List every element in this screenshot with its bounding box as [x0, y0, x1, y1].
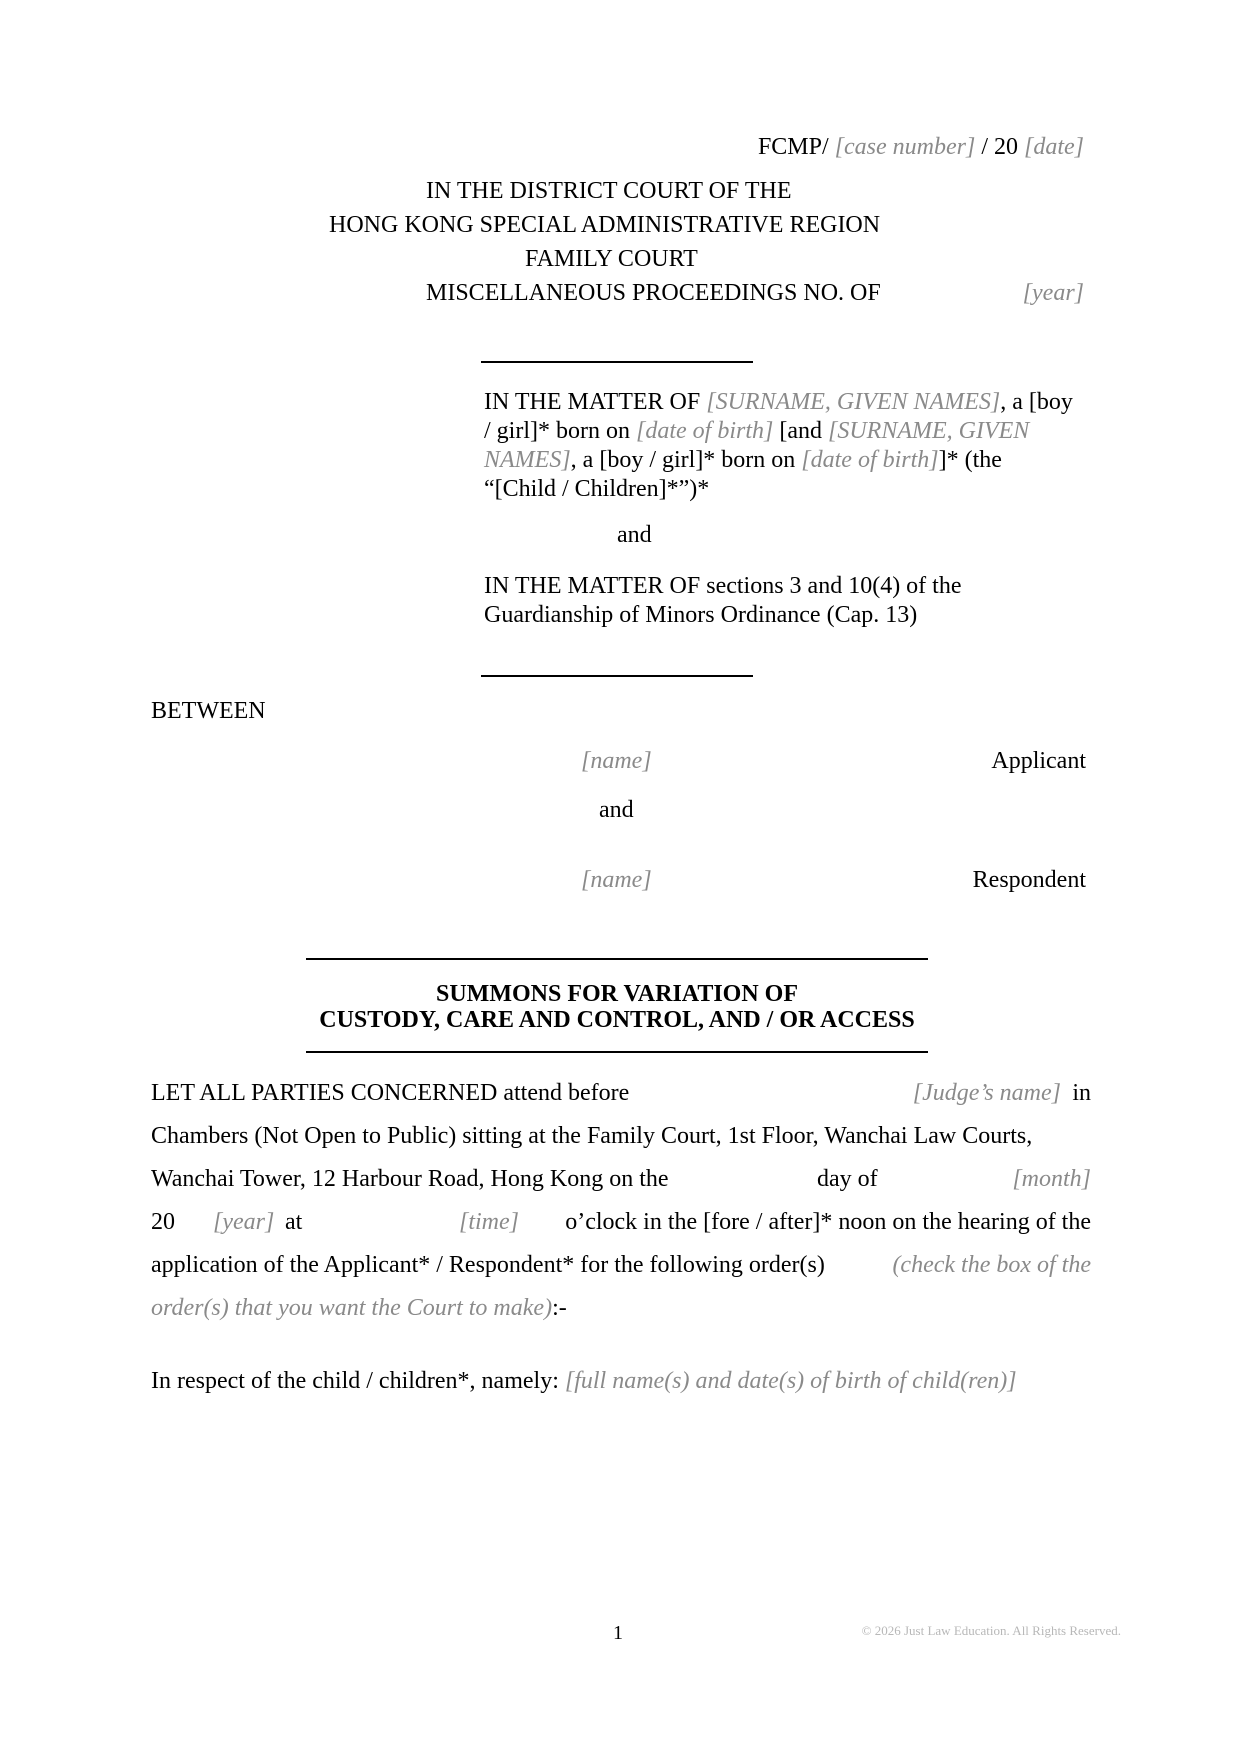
respondent-name-placeholder[interactable]: [name] — [581, 867, 652, 893]
body-text: LET ALL PARTIES CONCERNED attend before — [151, 1080, 630, 1106]
body-text: application of the Applicant* / Respondent* for the following order(s) — [151, 1252, 825, 1278]
year-placeholder[interactable]: [year] — [213, 1209, 275, 1235]
court-line-1: IN THE DISTRICT COURT OF THE — [426, 178, 792, 204]
children-details-placeholder[interactable]: [full name(s) and date(s) of birth of child(ren)] — [564, 1368, 1017, 1394]
court-line-3: FAMILY COURT — [525, 246, 698, 272]
body-line-6-text — [151, 1295, 567, 1322]
title-rule-bottom — [306, 1051, 928, 1053]
child-dob-placeholder-2[interactable]: [date of birth] — [801, 447, 939, 473]
matter-text: , a [boy / girl]* born on — [570, 447, 802, 473]
case-prefix: FCMP/ — [757, 134, 829, 160]
document-title — [306, 981, 928, 1033]
child-name-placeholder[interactable]: [SURNAME, GIVEN NAMES] — [706, 389, 1001, 415]
child-dob-placeholder[interactable]: [date of birth] — [635, 418, 774, 444]
matter-text: , a [boy / girl]* born on — [484, 389, 1073, 444]
court-line-4: MISCELLANEOUS PROCEEDINGS NO. OF — [426, 280, 881, 306]
instruction-text: order(s) that you want the Court to make) — [151, 1295, 553, 1321]
applicant-name-placeholder[interactable]: [name] — [581, 748, 652, 774]
body-text: at — [285, 1209, 303, 1235]
case-number-line — [758, 134, 1084, 161]
title-line-1: SUMMONS FOR VARIATION OF — [435, 981, 799, 1007]
child-name-placeholder-2[interactable]: [SURNAME, GIVEN NAMES] — [484, 418, 1030, 473]
body-text: day of — [817, 1166, 878, 1192]
body-line-3 — [151, 1166, 1091, 1196]
copyright-notice: © 2026 Just Law Education. All Rights Reserved. — [861, 1623, 1121, 1638]
ordinance-line-2: Guardianship of Minors Ordinance (Cap. 13) — [484, 602, 918, 628]
body-text: Wanchai Tower, 12 Harbour Road, Hong Kong on the — [151, 1166, 669, 1192]
matter-text: IN THE MATTER OF — [484, 389, 707, 415]
title-line-2: CUSTODY, CARE AND CONTROL, AND / OR ACCESS — [319, 1007, 915, 1033]
matter-text: ]* (the “[Child / Children]*”)* — [484, 447, 1002, 502]
respondent-label: Respondent — [972, 867, 1086, 893]
body-line-6 — [151, 1295, 1091, 1325]
body-line-2 — [151, 1123, 1091, 1153]
page-number: 1 — [613, 1622, 623, 1644]
case-mid: / 20 — [981, 134, 1018, 160]
body-text: :- — [552, 1295, 567, 1321]
between-label: BETWEEN — [151, 698, 266, 724]
divider-middle — [481, 675, 753, 677]
body-line-5 — [151, 1252, 1091, 1282]
matter-text: [and — [773, 418, 828, 444]
body-line-4 — [151, 1209, 1091, 1239]
respect-line — [151, 1368, 1017, 1395]
body-line-1 — [151, 1080, 1091, 1110]
case-date-placeholder[interactable]: [date] — [1024, 134, 1084, 160]
parties-and: and — [599, 797, 634, 823]
matter-and: and — [617, 522, 652, 548]
matter-children — [484, 388, 1074, 504]
respect-text: In respect of the child / children*, namely: — [151, 1368, 565, 1394]
body-text: Chambers (Not Open to Public) sitting at the Family Court, 1st Floor, Wanchai Law Courts, — [151, 1123, 1033, 1149]
body-text: in — [1072, 1080, 1091, 1106]
divider-top — [481, 361, 753, 363]
time-placeholder[interactable]: [time] — [459, 1209, 519, 1235]
title-rule-top — [306, 958, 928, 960]
court-line-2: HONG KONG SPECIAL ADMINISTRATIVE REGION — [329, 212, 881, 238]
body-text: 20 — [151, 1209, 175, 1235]
applicant-label: Applicant — [991, 748, 1086, 774]
proceedings-year-placeholder[interactable]: [year] — [1022, 280, 1084, 306]
body-text: o’clock in the [fore / after]* noon on the hearing of the — [565, 1209, 1091, 1235]
case-number-placeholder[interactable]: [case number] — [834, 134, 976, 160]
instruction-text: (check the box of the — [892, 1252, 1091, 1278]
ordinance-line-1: IN THE MATTER OF sections 3 and 10(4) of the — [484, 573, 962, 599]
matter-ordinance — [484, 572, 1074, 630]
judge-name-placeholder[interactable]: [Judge’s name] — [912, 1080, 1061, 1106]
month-placeholder[interactable]: [month] — [1012, 1166, 1091, 1192]
